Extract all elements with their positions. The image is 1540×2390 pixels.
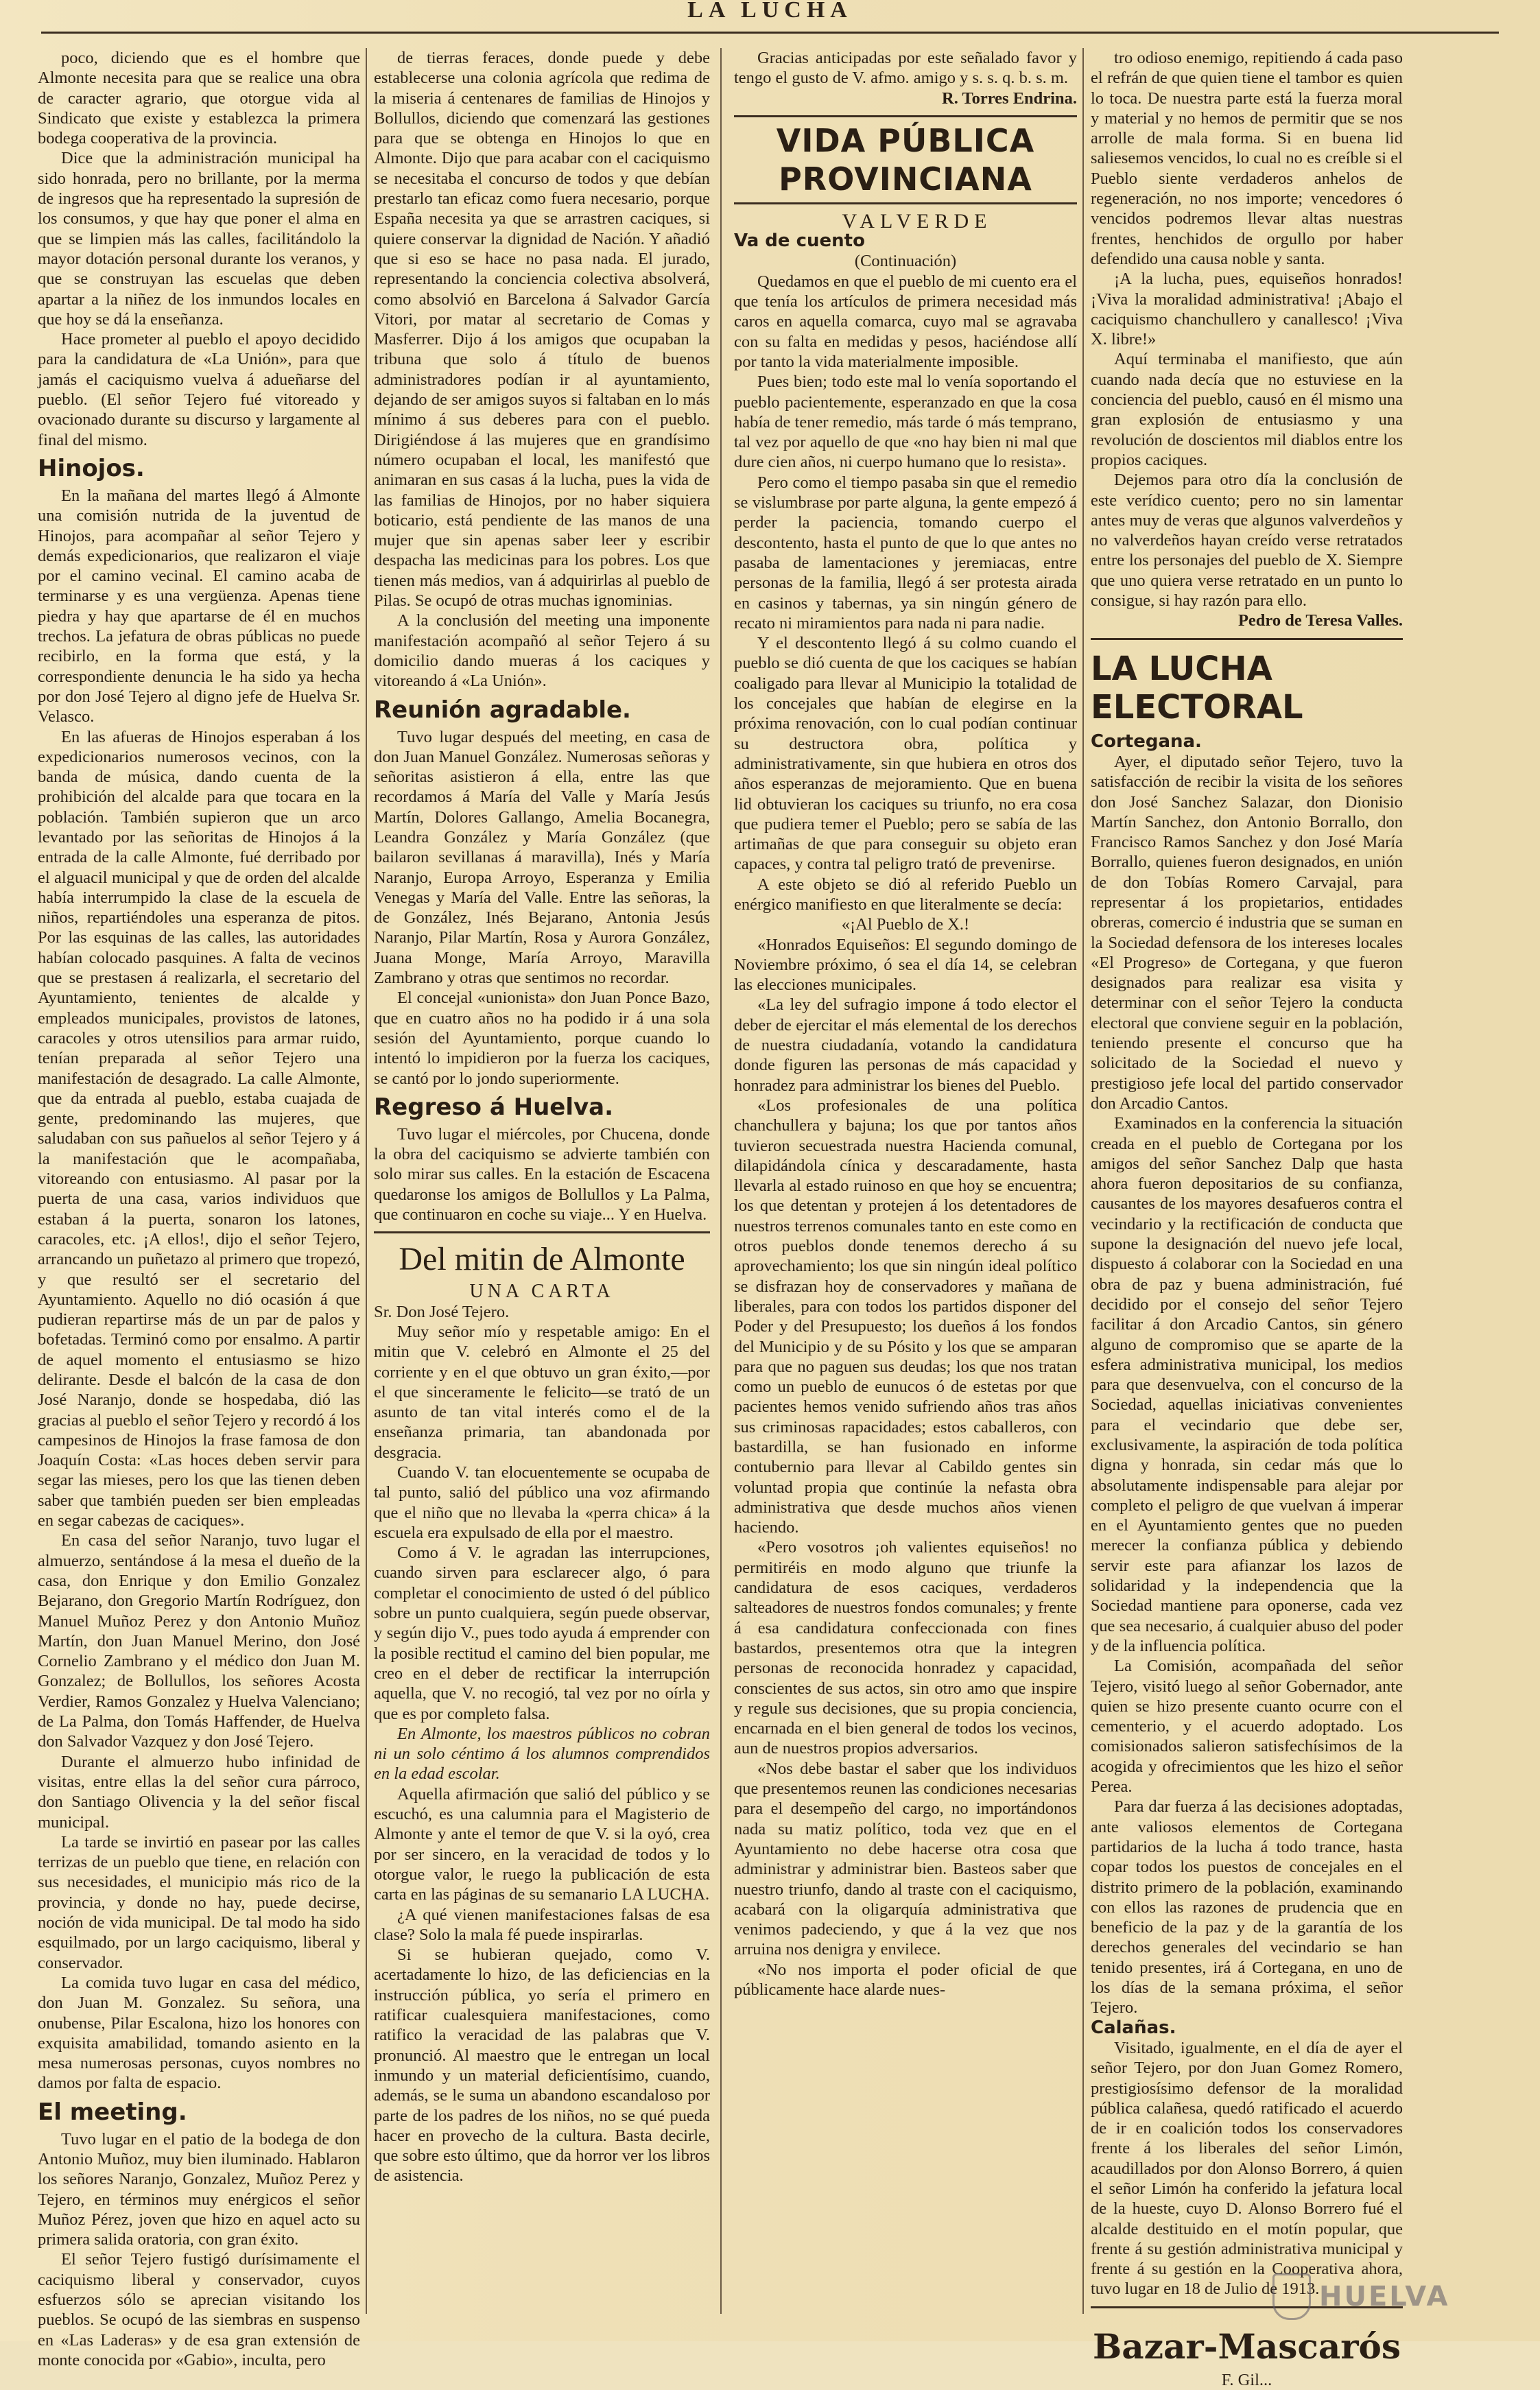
archive-watermark: [1272, 2273, 1499, 2321]
paragraph: poco, diciendo que es el hombre que Almonte necesita para que se realice una obra de caracter agrario, que otorgue vida al Sindicato que existe y establezca la primera bodega cooperativa de la provincia.: [38, 49, 360, 148]
paragraph: ¿A qué vienen manifestaciones falsas de esa clase? Solo la mala fé puede inspirarlas.: [374, 1905, 710, 1944]
paragraph: de tierras feraces, donde puede y debe establecerse una colonia agrícola que redima de la miseria á centenares de familias de Hinojos y Bollullos, diciendo que comenzará las gestiones para que se obtenga en Hinojos lo que en Almonte. Dijo que para acabar con el caciquismo se necesitaba el concurso de todos y que debían prestarlo tan eficaz como fuera necesario, porque España necesita ya que se arrastren caciques, si quiere conservar la dignidad de Nación. Y añadió que si eso se hace no pasa nada. El jurado, representando la conciencia colectiva absolverá, como absolvió en Barcelona á Salvador García Vitori, por matar al secretario de Comas y Masferrer. Dijo á los amigos que ocupaban la tribuna que solo á título de buenos administradores podían ir al ayuntamiento, dejando de ser amigos suyos si faltaban en lo más mínimo á sus deberes para con el pueblo. Dirigiéndose á las mujeres que en grandísimo número ocupaban el local, les manifestó que animaran en sus casas á la lucha, pues la vida de las familias de Hinojos, por no haber siquiera boticario, está pendiente de las manos de una mujer que sin apenas saber leer y escribir despacha las medicinas para los pobres. Los que tienen más medios, van á adquirirlas al pueblo de Pilas. Se ocupó de otras muchas ignominias.: [374, 49, 710, 611]
section-heading-cortegana: Cortegana.: [1091, 731, 1202, 752]
section-banner-lucha-electoral: LA LUCHA ELECTORAL: [1091, 649, 1303, 726]
paragraph: Tuvo lugar después del meeting, en casa de don Juan Manuel González. Numerosas señoras y señoritas asistieron á ella, entre las que recordamos á María del Valle y María Jesús Martín, Dolores Gallango, Amelia Bocanegra, Leandra González y María González (que bailaron sevillanas á maravilla), Inés y María Naranjo, Europa Arroyo, Esperanza y Emilia Venegas y María del Valle. Entre las señoras, la de González, Inés Bejarano, Antonia Jesús Naranjo, Pilar Martín, Rosa y Aurora González, Juana Monge, María Arroyo, Maravilla Zambrano y otras que sentimos no recordar.: [374, 727, 710, 988]
paragraph: «Nos debe bastar el saber que los individuos que presentemos reunen las condiciones necesarias para el desempeño del cargo, no importándonos nada su matiz político, toda vez que en el Ayuntamiento no debe hacerse otra cosa que administrar y administrar bien. Basteos saber que nuestro triunfo, dando al traste con el caciquismo, acabará con la oligarquía administrativa que venimos padeciendo, y que á la vez que nos arruina nos denigra y envilece.: [734, 1759, 1078, 1959]
paragraph: Si se hubieran quejado, como V. acertadamente lo hizo, de las deficiencias en la instrucción pública, yo sería el primero en ratificar cualesquiera manifestaciones, como ratifico la veracidad de las palabras que V. pronunció. Al maestro que le entregan un local inmundo y un material deficientísimo, cuando, además, se le suma un abandono escandaloso por parte de los padres de los niños, no se qué pueda hacer en provecho de la cultura. Basta decirle, que sobre esto último, que da horror ver los libros de asistencia.: [374, 1945, 710, 2186]
paragraph: En casa del señor Naranjo, tuvo lugar el almuerzo, sentándose á la mesa el dueño de la casa, don Enrique y don Emilio Gonzalez Bejarano, don Gregorio Martín Rodríguez, don Manuel Muñoz Perez y don Antonio Muñoz Martín, don Juan Manuel Merino, don José Cornelio Zambrano y el médico don Juan M. Gonzalez; de Bollullos, los señores Acosta Verdier, Ramos Gonzalez y Huelva Valenciano; de La Palma, don Tomás Haffender, de Huelva don Salvador Vazquez y don José Tejero.: [38, 1531, 360, 1751]
column-divider: [366, 48, 367, 2314]
continuation-note: (Continuación): [854, 252, 957, 271]
paragraph: Quedamos en que el pueblo de mi cuento era el que tenía los artículos de primera necesidad más caros en aquella comarca, cuyo mal se agravaba con su falta en medidas y pesos, haciéndose allí por tanto la vida materialmente imposible.: [734, 272, 1077, 371]
paragraph: «Los profesionales de una política chanchullera y bajuna; los que por tantos años tuvieron secuestrada nuestra Hacienda comunal, dilapidándola cínica y descaradamente, hasta llevarla al estado ruinoso en que hoy se encuentra; los que detentan y protejen á los detentadores de nuestros terrenos comunales tanto en este como en otros pueblos donde tenemos derecho á su aprovechamiento; los que sin ningún ideal político se disfrazan hoy de conservadores y mañana de liberales, para con todos los partidos disponer del Poder y del Presupuesto; los dueños á los fondos del Municipio y de su Pósito y los que se amparan para que no paguen sus deudas; los que nos tratan como un pueblo de eunucos ó de estetas por que pacientes hemos venido sufriendo años tras años sus criminosas rapacidades; estos caballeros, con bastardilla, se han fusionado en informe contubernio para llevar al Cabildo gentes sin voluntad propia que continúe la nefasta obra administrativa que desde muchos años vienen haciendo.: [734, 1096, 1077, 1537]
paragraph: El señor Tejero fustigó durísimamente el caciquismo liberal y conservador, cuyos esfuerzos sólo se aprecian visitando los pueblos. Se ocupó de las siembras en suspenso en «Las Laderas» y de esa gran extensión de monte conocida por «Gabio», inculta, pero: [38, 2250, 360, 2369]
paragraph: Dice que la administración municipal ha sido honrada, pero no brillante, por la merma de ingresos que ha representado la supresión de los consumos, y que hay que poner el alma en que se limpien más las calles, facilitándolo la mayor dotación personal durante los veranos, y que se construyan las escuelas que deben apartar a la niñez de los inmundos locales en que hoy se dá la enseñanza.: [38, 149, 360, 329]
crest-icon: [1272, 2273, 1311, 2320]
paragraph: «Pero vosotros ¡oh valientes equiseños! no permitiréis en modo alguno que triunfe la candidatura de esos caciques, verdaderos salteadores de nuestros fondos comunales; y frente á esa candidatura confeccionada con fines bastardos, presentemos otra que la integren personas de reconocida honradez y capacidad, conscientes de sus actos, sin otro amo que inspire y regule sus decisiones, que su propia conciencia, encarnada en el bien general de todos los vecinos, aun de nuestros propios adversarios.: [734, 1538, 1077, 1758]
paragraph: Cuando V. tan elocuentemente se ocupaba de tal punto, salió del público una voz afirmando que el niño que no llevaba la «perra chica» á la escuela era expulsado de ella por el maestro.: [374, 1463, 710, 1542]
masthead-title: LA LUCHA: [687, 0, 853, 23]
paragraph: Para dar fuerza á las decisiones adoptadas, ante valiosos elementos de Cortegana partidarios de la lucha á todo trance, hasta copar todos los puestos de concejales en el distrito primero de la población, examinando con ellos las razones de prudencia que en beneficio de la paz y de la garantía de los derechos generales del vecindario se han tenido presentes, irá á Cortegana, en uno de los días de la semana próxima, el señor Tejero.: [1091, 1797, 1403, 2018]
paragraph: La tarde se invirtió en pasear por las calles terrizas de un pueblo que tiene, en relación con sus necesidades, el municipio más rico de la provincia, y donde no hay, puede decirse, noción de vida municipal. De tal modo ha sido esquilmado, por un largo caciquismo, liberal y conservador.: [38, 1832, 360, 1972]
section-heading-regreso: Regreso á Huelva.: [374, 1093, 614, 1121]
section-heading-reunion: Reunión agradable.: [374, 696, 631, 724]
paragraph: Como á V. le agradan las interrupciones, cuando sirven para esclarecer algo, ó para completar el conocimiento de usted ó del público sobre un punto cualquiera, según puede observar, y según dijo V., pues todo ayuda á emprender con la posible rectitud el camino del bien popular, me creo en el deber de rectificar la interrupción aquella, que V. no recogió, tal vez por no oírla y que es por completo falsa.: [374, 1543, 710, 1723]
paragraph: La comida tuvo lugar en casa del médico, don Juan M. Gonzalez. Su señora, una onubense, Pilar Escalona, hizo los honores con exquisita amabilidad, tomando asiento en la mesa numerosas personas, cuyos nombres no damos por falta de espacio.: [38, 1973, 360, 2093]
paragraph: Visitado, igualmente, en el día de ayer el señor Tejero, por don Juan Gomez Romero, prestigiosísimo defensor de la moralidad pública calañesa, quedó ratificado el acuerdo de ir en coalición todos los conservadores frente á los liberales del señor Limón, acaudillados por don Alonso Borrero, á quien el señor Limón ha conferido la jefatura local de la hueste, cuyo D. Alonso Borrero fué el alcalde destituido en el motín popular, que frente á su gestión administrativa municipal y frente á su gestión en la Cooperativa ahora, tuvo lugar en 18 de Julio de 1913.: [1091, 2038, 1403, 2299]
paragraph: Ayer, el diputado señor Tejero, tuvo la satisfacción de recibir la visita de los señores don José Sanchez Salazar, don Dionisio Martín Sanchez, don Antonio Borrallo, don Francisco Ramos Sanchez y don José María Borrallo, quienes fueron designados, en unión de don Tobías Romero Carvajal, para representar á los propietarios, entidades obreras, comercio é industria que se suman en la Sociedad defensora de los intereses locales «El Progreso» de Cortegana, y que fueron designados para realizar esa visita y determinar con el señor Tejero la conducta electoral que conviene seguir en la población, teniendo presente el concurso que ha solicitado de la Sociedad el nuevo y prestigioso jefe local del partido conservador don Arcadio Cantos.: [1091, 752, 1403, 1113]
signature: R. Torres Endrina.: [942, 88, 1077, 108]
paragraph: El concejal «unionista» don Juan Ponce Bazo, que en cuatro años no ha podido ir á una sola sesión del Ayuntamiento, porque cuando lo intentó lo impidieron por la fuerza los caciques, se cantó por lo jondo superiormente.: [374, 989, 710, 1088]
section-banner-vida-publica: VIDA PÚBLICA PROVINCIANA: [734, 115, 1077, 204]
paragraph: ¡A la lucha, pues, equiseños honrados! ¡Viva la moralidad administrativa! ¡Abajo el caciquismo chanchullero y canallesco! ¡Viva X. libre!»: [1091, 270, 1403, 349]
paragraph: A este objeto se dió al referido Pueblo un enérgico manifiesto en que literalmente se decía:: [734, 875, 1077, 914]
salutation: Sr. Don José Tejero.: [374, 1302, 510, 1321]
article-subtitle-carta: UNA CARTA: [469, 1281, 615, 1303]
paragraph: Durante el almuerzo hubo infinidad de visitas, entre ellas la del señor cura párroco, don Santiago Olivencia y la del señor fiscal municipal.: [38, 1752, 360, 1832]
paragraph: En Almonte, los maestros públicos no cobran ni un solo céntimo á los alumnos comprendidos en la edad escolar.: [374, 1724, 710, 1784]
article-title-cuento: Va de cuento: [734, 230, 865, 252]
section-heading-meeting: El meeting.: [38, 2098, 187, 2126]
paragraph: Y el descontento llegó á su colmo cuando el pueblo se dió cuenta de que los caciques se habían coaligado para llevar al Municipio la totalidad de los concejales que habían de elegirse en la próxima renovación, con lo cual podían continuar su destructora obra, política y administrativamente, sin que hubiera en otros dos años esperanzas de mejoramiento. Que en buena lid obtuvieran los caciques su triunfo, no era cosa que pudiera temer el Pueblo; pero se sabía de las artimañas de que para conseguir su objeto eran capaces, y contra tal peligro trató de prevenirse.: [734, 634, 1077, 874]
paragraph: tro odioso enemigo, repitiendo á cada paso el refrán de que quien tiene el tambor es quien lo toca. De nuestra parte está la fuerza moral y material y no hemos de permitir que se nos arrolle de mala forma. Si en buena lid saliesemos vencidos, lo cual no es creíble si el Pueblo siente verdaderos anhelos de regeneración, no nos importe; vencedores ó vencidos podremos llevar altas nuestras frentes, henchidos de orgullo por haber defendido una causa noble y santa.: [1091, 49, 1403, 268]
paragraph: Tuvo lugar en el patio de la bodega de don Antonio Muñoz, muy bien iluminado. Hablaron los señores Naranjo, Gonzalez, Muñoz Perez y Tejero, en términos muy enérgicos el señor Muñoz Pérez, joven que hizo en aquel acto su primera salida oratoria, con gran éxito.: [38, 2129, 360, 2249]
section-divider: [1091, 638, 1403, 640]
paragraph: Examinados en la conferencia la situación creada en el pueblo de Cortegana por los amigos del señor Sanchez Dalp que hasta ahora fueron depositarios de su confianza, causantes de los mayores desafueros contra el vecindario y la rectificación de conducta que supone la designación del nuevo jefe local, dispuesto á colaborar con la Sociedad en una obra de paz y buena administración, fué decidido por el consejo del señor Tejero facilitar á don Arcadio Cantos, sin género alguno de compromiso que se aparte de la esfera administrativa municipal, los medios para que desenvuelva, con el concurso de la Sociedad, aquellas iniciativas convenientes para el vecindario que debe ser, exclusivamente, la aspiración de toda política digna y honrada, sin cedar más que lo absolutamente indispensable para alejar por completo el peligro de que vuelvan á imperar en el Ayuntamiento gentes que no pueden merecer la confianza pública y debiendo servir este para afianzar los lazos de solidaridad y la independencia que la Sociedad mantiene para oponerse, cada vez que sea necesario, á cualquier abuso del poder y de la influencia política.: [1091, 1114, 1403, 1655]
paragraph: En la mañana del martes llegó á Almonte una comisión nutrida de la juventud de Hinojos, para acompañar al señor Tejero y demás expedicionarios, que realizaron el viaje por el camino vecinal. El camino acaba de terminarse y es una vergüenza. Apenas tiene piedra y hay que apartarse de él en muchos trechos. La jefatura de obras públicas no puede recibirlo, en la forma que está, y la correspondiente denuncia le ha sido ya hecha por don José Tejero al digno jefe de Huelva Sr. Velasco.: [38, 486, 360, 726]
paragraph: A la conclusión del meeting una imponente manifestación acompañó al señor Tejero á su domicilio dando mueras á los caciques y vitoreando á «La Unión».: [374, 611, 710, 691]
column-3: [734, 48, 1077, 2314]
subsection-title-valverde: VALVERDE: [842, 209, 993, 233]
paragraph: La Comisión, acompañada del señor Tejero, visitó luego al señor Gobernador, ante quien se hizo presente cuanto ocurre con el cementerio, y el acuerdo adoptado. Los comisionados salieron satisfechísimos de la acogida y ofrecimientos que les hizo el señor Perea.: [1091, 1657, 1403, 1797]
article-title-mitin: Del mitin de Almonte: [399, 1241, 685, 1278]
paragraph: Aquí terminaba el manifiesto, que aún cuando nada decía que no estuviese en la conciencia del pueblo, causó en él mismo una gran explosión de entusiasmo y una revolución de doscientos mil diablos entre los propios caciques.: [1091, 350, 1403, 469]
column-2: [374, 48, 710, 2314]
paragraph: Pues bien; todo este mal lo venía soportando el pueblo pacientemente, esperanzado en que la cosa había de tener remedio, más tarde ó más temprano, tal vez por aquello de que «no hay bien ni mal que dure cien años, ni cuerpo humano que lo resista».: [734, 372, 1077, 472]
paragraph: Pero como el tiempo pasaba sin que el remedio se vislumbrase por parte alguna, la gente empezó á perder la paciencia, tomando cuerpo el descontento, hasta el punto de que lo que antes no pasaba de lamentaciones y jeremiacas, entre personas de la familia, llegó á ser protesta airada en casinos y tabernas, ya sin ningún género de recato ni miramientos para nada ni para nadie.: [734, 473, 1077, 632]
paragraph: En las afueras de Hinojos esperaban á los expedicionarios numerosos vecinos, con la banda de música, dando cuenta de la prohibición del alcalde para que tocara en la población. También supieron que un arco levantado por las señoritas de Hinojos á la entrada de la calle Almonte, fué derribado por el alguacil municipal y que de orden del alcalde había interrumpido la clase de la escuela de niños, repartiéndoles una esperanza de pitos. Por las esquinas de las calles, las autoridades habían colocado pasquines. A falta de vecinos que se prestasen á realizarla, el secretario del Ayuntamiento, tenientes de alcalde y empleados municipales, provistos de latones, caracoles y otros utensilios para armar ruido, tenían preparada al señor Tejero una manifestación de desagrado. La calle Almonte, que da entrada al pueblo, estaba cuajada de gente, predominando las mujeres, que saludaban con sus pañuelos al señor Tejero y á la manifestación que le acompañaba, vitoreando con entusiasmo. Al pasar por la puerta de una casa, varios individuos que estaban á la puerta, sonaron los latones, caracoles, etc. ¡A ellos!, dijo el señor Tejero, arrancando un puñetazo al primero que tropezó, y que resultó ser el secretario del Ayuntamiento. Aquello no dió ocasión á que pudieran repartirse más de un par de palos y bofetadas. Terminó como por ensalmo. A partir de aquel momento el entusiasmo se hizo delirante. Desde el balcón de la casa de don José Naranjo, donde se hospedaba, dió las gracias al pueblo el señor Tejero y recordó á los campesinos de Hinojos la frase famosa de don Joaquín Costa: «Las hoces deben servir para segar las mieses, pero los que las tienen deben saber que también pueden ser bien empleadas en segar cabezas de caciques».: [38, 727, 360, 1530]
paragraph: «La ley del sufragio impone á todo elector el deber de ejercitar el más elemental de los derechos de nuestra ciudadanía, votando la candidatura donde figuren las personas de más capacidad y honradez para administrar los bienes del Pueblo.: [734, 995, 1077, 1095]
column-divider: [1082, 48, 1084, 2314]
paragraph: Tuvo lugar el miércoles, por Chucena, donde la obra del caciquismo se advierte también con solo mirar sus calles. En la estación de Escacena quedaronse los amigos de Bollullos y La Palma, que continuaron en coche su viaje... Y en Huelva.: [374, 1124, 710, 1224]
signature: Pedro de Teresa Valles.: [1237, 611, 1403, 630]
watermark-text: HUELVA: [1319, 2281, 1450, 2312]
column-4: [1091, 48, 1403, 2389]
paragraph: Muy señor mío y respetable amigo: En el mitin que V. celebró en Almonte el 25 del corriente y en el que obtuvo un gran éxito,—por el que sinceramente le felicito—se trató de un asunto de tan vital interés como el de la enseñanza primaria, tan abandonada por desgracia.: [374, 1322, 710, 1462]
manifesto-heading: «¡Al Pueblo de X.!: [841, 915, 970, 934]
paragraph: Hace prometer al pueblo el apoyo decidido para la candidatura de «La Unión», para que jamás el caciquismo vuelva á adueñarse del pueblo. (El señor Tejero fué vitoreado y ovacionado durante su discurso y largamente al final del mismo.: [38, 330, 360, 449]
advert-title-bazar: Bazar-Mascarós: [1092, 2326, 1401, 2367]
advert-subtitle: F. Gil...: [1221, 2370, 1272, 2389]
paragraph: «No nos importa el poder oficial de que públicamente hace alarde nues-: [734, 1960, 1077, 2000]
paragraph: «Honrados Equiseños: El segundo domingo de Noviembre próximo, ó sea el día 14, se celebran las elecciones municipales.: [734, 935, 1077, 995]
section-divider: [374, 1231, 710, 1233]
section-heading-hinojos: Hinojos.: [38, 454, 145, 482]
column-1: [38, 48, 360, 2369]
masthead: [41, 0, 1499, 34]
section-heading-calanas: Calañas.: [1091, 2017, 1176, 2038]
paragraph: Gracias anticipadas por este señalado favor y tengo el gusto de V. afmo. amigo y s. s. q. b. s. m.: [734, 49, 1077, 88]
column-divider: [720, 48, 722, 2314]
paragraph: Aquella afirmación que salió del público y se escuchó, es una calumnia para el Magisterio de Almonte y ante el temor de que V. si la oyó, crea por ser sincero, en la veracidad de todos y lo otorgue valor, le ruego la publicación de esta carta en las páginas de su semanario LA LUCHA.: [374, 1784, 710, 1904]
paragraph: Dejemos para otro día la conclusión de este verídico cuento; pero no sin lamentar antes muy de veras que algunos valverdeños y no valverdeños hayan creído verse retratados entre los personajes del pueblo de X. Siempre que uno quiera verse retratado en un punto lo consigue, si hay razón para ello.: [1091, 471, 1403, 611]
